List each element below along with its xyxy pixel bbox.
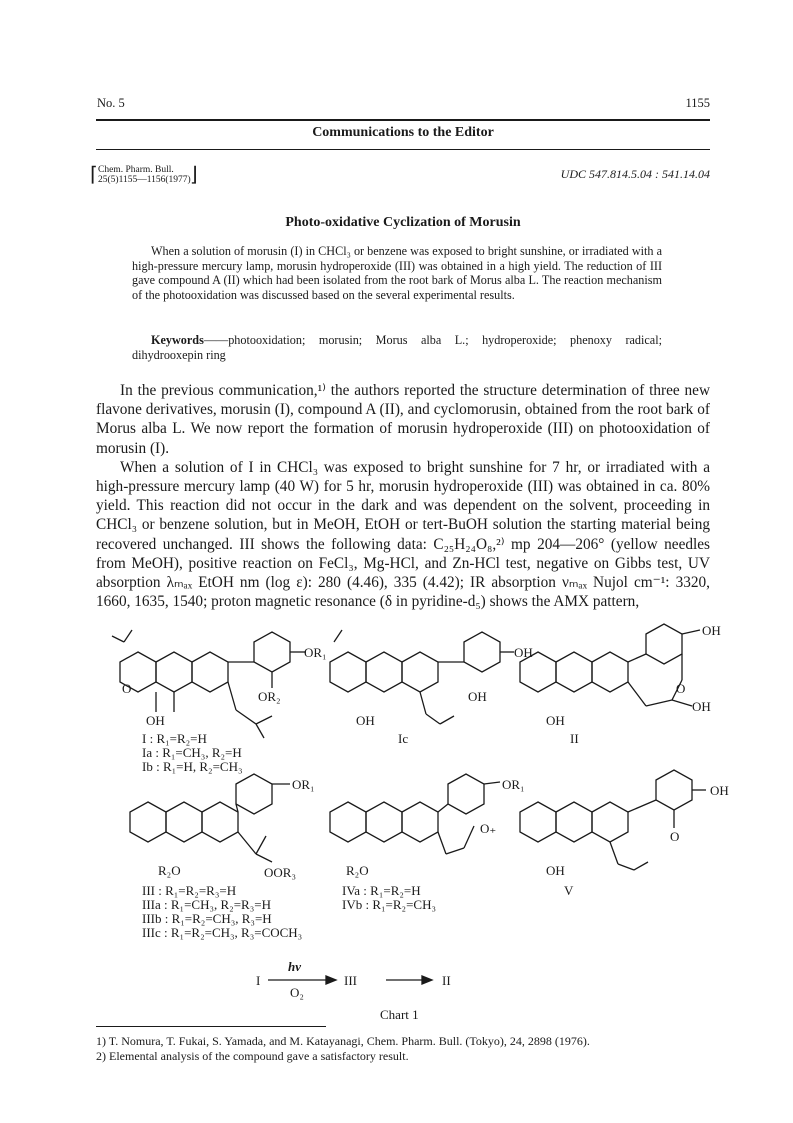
atom-OR2: OR₂ <box>258 689 281 704</box>
label-IVa: IVa : R₁=R₂=H <box>342 883 421 898</box>
header-rule <box>96 119 710 121</box>
atom-O-V: O <box>670 829 680 844</box>
section-rule <box>96 149 710 150</box>
structure-drawings <box>96 620 710 1035</box>
article-title: Photo-oxidative Cyclization of Morusin <box>285 215 521 230</box>
structure-II <box>520 624 700 706</box>
label-III: III : R₁=R₂=R₃=H <box>142 883 237 898</box>
abstract: When a solution of morusin (I) in CHCl₃ or benzene was exposed to bright sunshine, or irradiated with a high-pressure mercury lamp, morusin hydroperoxide (III) was obtained in a high yield. The reduction of III gave compound A (II) which had been isolated from the root bark of Morus alba L. The reaction mechanism of the photooxidation was discussed based on the several experimental results. <box>132 244 662 302</box>
atom-R2O-IV: R₂O <box>346 863 369 878</box>
atom-OH-V: OH <box>710 783 729 798</box>
label-IIIc: IIIc : R₁=R₂=CH₃, R₃=COCH₃ <box>142 925 303 940</box>
atom-O-II: O <box>676 681 686 696</box>
label-V: V <box>564 883 574 898</box>
body-paragraph-2: When a solution of I in CHCl₃ was exposed to bright sunshine for 7 hr, or irradiated with a high-pressure mercury lamp (40 W) for 5 hr, morusin hydroperoxide (III) was obtained in ca. 80% yield. This reaction did not occur in the dark and was dependent on the solvent, proceeding in CHCl₃ or benzene solution, but in MeOH, EtOH or tert-BuOH solution the starting material being recovered unchanged. III shows the following data: C₂₅H₂₄O₈,²⁾ mp 204—206° (yellow needles from MeOH), positive reaction on FeCl₃, Mg-HCl, and Zn-HCl test, negative on Gibbs test, UV absorption λₘₐₓ EtOH nm (log ε): 280 (4.46), 335 (4.42); IR absorption νₘₐₓ Nujol cm⁻¹: 3320, 1660, 1635, 1540; proton magnetic resonance (δ in pyridine-d₅) shows the AMX pattern, <box>96 458 710 611</box>
issue-number: No. 5 <box>97 96 125 110</box>
label-Ia: Ia : R₁=CH₃, R₂=H <box>142 745 242 760</box>
atom-OH-Ic-3: OH <box>356 713 375 728</box>
keywords <box>132 333 662 363</box>
atom-OH-I: OH <box>146 713 165 728</box>
label-Ib: Ib : R₁=H, R₂=CH₃ <box>142 759 243 774</box>
footnote-2: 2) Elemental analysis of the compound gave a satisfactory result. <box>96 1049 409 1063</box>
footnote-rule <box>96 1026 326 1027</box>
label-IIIb: IIIb : R₁=R₂=CH₃, R₃=H <box>142 911 272 926</box>
atom-OH-V-2: OH <box>546 863 565 878</box>
chart-caption: Chart 1 <box>380 1007 419 1022</box>
label-Ic: Ic <box>398 731 409 746</box>
body-paragraph-1: In the previous communication,¹⁾ the authors reported the structure determination of three new flavone derivatives, morusin (I), compound A (II), and cyclomorusin, obtained from the root bark of Morus alba L. We now report the formation of morusin hydroperoxide (III) on photooxidation of morusin (I). <box>96 382 710 457</box>
scheme-mid: III <box>344 973 357 988</box>
structure-I <box>112 630 306 738</box>
page-number: 1155 <box>685 96 710 110</box>
structure-IV <box>330 774 500 854</box>
chart-1-structures <box>96 620 729 1035</box>
label-I: I : R₁=R₂=H <box>142 731 207 746</box>
reaction-arrowhead-1 <box>326 976 336 984</box>
atom-OR1: OR₁ <box>304 645 327 660</box>
label-II: II <box>570 731 579 746</box>
atom-O-I: O <box>122 681 132 696</box>
structure-III <box>130 774 290 862</box>
atom-Oplus: O₊ <box>480 821 497 836</box>
scheme-o2: O₂ <box>290 985 304 1000</box>
reaction-arrowhead-2 <box>422 976 432 984</box>
section-heading: Communications to the Editor <box>312 125 494 140</box>
atom-OH-II-2: OH <box>692 699 711 714</box>
footnote-1: 1) T. Nomura, T. Fukai, S. Yamada, and M. Katayanagi, Chem. Pharm. Bull. (Tokyo), 24, 2898 (1976). <box>96 1034 590 1048</box>
citation-volume: 25(5)1155—1156(1977) <box>98 175 191 185</box>
label-IVb: IVb : R₁=R₂=CH₃ <box>342 897 436 912</box>
journal-citation: ⌈ Chem. Pharm. Bull. 25(5)1155—1156(1977) ⌋ <box>90 164 198 186</box>
scheme-start: I <box>256 973 261 988</box>
atom-OR1-III: OR₁ <box>292 777 315 792</box>
atom-R2O-III: R₂O <box>158 863 181 878</box>
atom-OR1-IV: OR₁ <box>502 777 525 792</box>
body-text <box>96 381 710 611</box>
scheme-end: II <box>442 973 451 988</box>
structure-Ic <box>330 630 514 724</box>
atom-OH-II: OH <box>702 623 721 638</box>
keywords-label: Keywords <box>151 333 204 347</box>
scheme-hv: hν <box>288 959 301 974</box>
structure-V <box>520 770 706 870</box>
atom-OOR3: OOR₃ <box>264 865 296 880</box>
label-IIIa: IIIa : R₁=CH₃, R₂=R₃=H <box>142 897 271 912</box>
citation-journal: Chem. Pharm. Bull. <box>98 165 174 175</box>
atom-OH-Ic: OH <box>514 645 533 660</box>
atom-OH-II-3: OH <box>546 713 565 728</box>
keywords-list: ——photooxidation; morusin; Morus alba L.; hydroperoxide; phenoxy radical; dihydrooxepin ring <box>132 333 662 362</box>
atom-OH-Ic-2: OH <box>468 689 487 704</box>
udc-code: UDC 547.814.5.04 : 541.14.04 <box>560 167 710 181</box>
